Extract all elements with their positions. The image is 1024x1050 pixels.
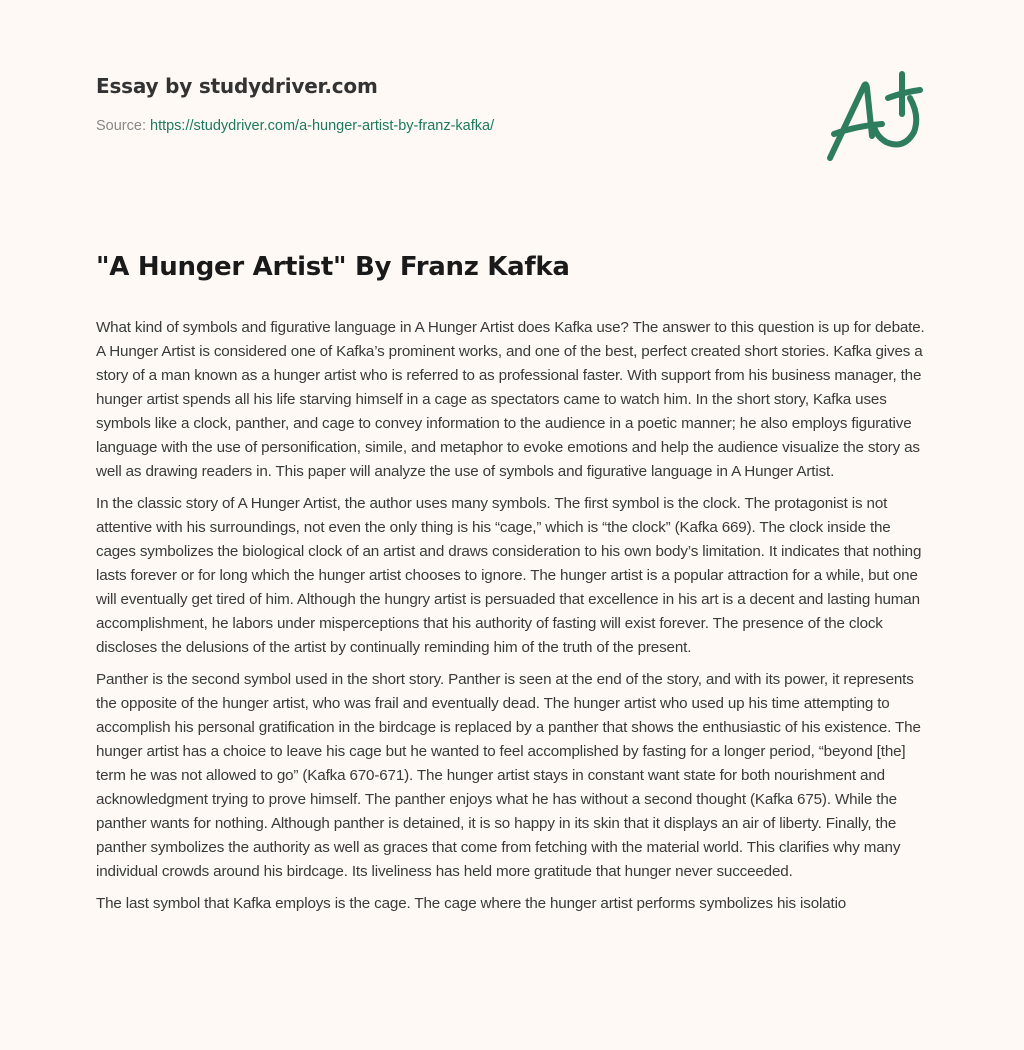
- page-header: [96, 74, 796, 134]
- paragraph: What kind of symbols and figurative language in A Hunger Artist does Kafka use? The answer to this question is up for debate. A Hunger Artist is considered one of Kafka’s prominent works, and one of the best, perfect created short stories. Kafka gives a story of a man known as a hunger artist who is referred to as professional faster. With support from his business manager, the hunger artist spends all his life starving himself in a cage as spectators came to watch him. In the short story, Kafka uses symbols like a clock, panther, and cage to convey information to the audience in a poetic manner; he also employs figurative language with the use of personification, simile, and metaphor to evoke emotions and help the audience visualize the story as well as drawing readers in. This paper will analyze the use of symbols and figurative language in A Hunger Artist.: [96, 319, 925, 480]
- document-title: "A Hunger Artist" By Franz Kafka: [96, 252, 570, 282]
- paragraph: Panther is the second symbol used in the short story. Panther is seen at the end of the story, and with its power, it represents the opposite of the hunger artist, who was frail and eventually dead. The hunger artist who used up his time attempting to accomplish his personal gratification in the birdcage is replaced by a panther that shows the enthusiastic of his existence. The hunger artist has a choice to leave his cage but he wanted to feel accomplished by fasting for a longer period, “beyond [the] term he was not allowed to go” (Kafka 670-671). The hunger artist stays in constant want state for both nourishment and acknowledgment trying to prove himself. The panther enjoys what he has without a second thought (Kafka 675). While the panther wants for nothing. Although panther is detained, it is so happy in its skin that it displays an air of liberty. Finally, the panther symbolizes the authority as well as graces that come from fetching with the material world. This clarifies why many individual crowds around his birdcage. Its liveliness has held more gratitude that hunger never succeeded.: [96, 671, 921, 880]
- a-plus-grade-icon: [820, 66, 930, 166]
- essay-body: [96, 316, 934, 924]
- source-label: Source:: [96, 118, 150, 134]
- site-title: Essay by studydriver.com: [96, 74, 378, 98]
- source-link[interactable]: https://studydriver.com/a-hunger-artist-by-franz-kafka/: [150, 118, 495, 134]
- paragraph: The last symbol that Kafka employs is the cage. The cage where the hunger artist performs symbolizes his isolatio: [96, 895, 847, 912]
- paragraph: In the classic story of A Hunger Artist, the author uses many symbols. The first symbol is the clock. The protagonist is not attentive with his surroundings, not even the only thing is his “cage,” which is “the clock” (Kafka 669). The clock inside the cages symbolizes the biological clock of an artist and draws consideration to his own body’s limitation. It indicates that nothing lasts forever or for long which the hunger artist chooses to ignore. The hunger artist is a popular attraction for a while, but one will eventually get tired of him. Although the hungry artist is persuaded that excellence in his art is a decent and lasting human accomplishment, he labors under misperceptions that his authority of fasting will exist forever. The presence of the clock discloses the delusions of the artist by continually reminding him of the truth of the present.: [96, 495, 922, 656]
- source-line: [96, 118, 796, 134]
